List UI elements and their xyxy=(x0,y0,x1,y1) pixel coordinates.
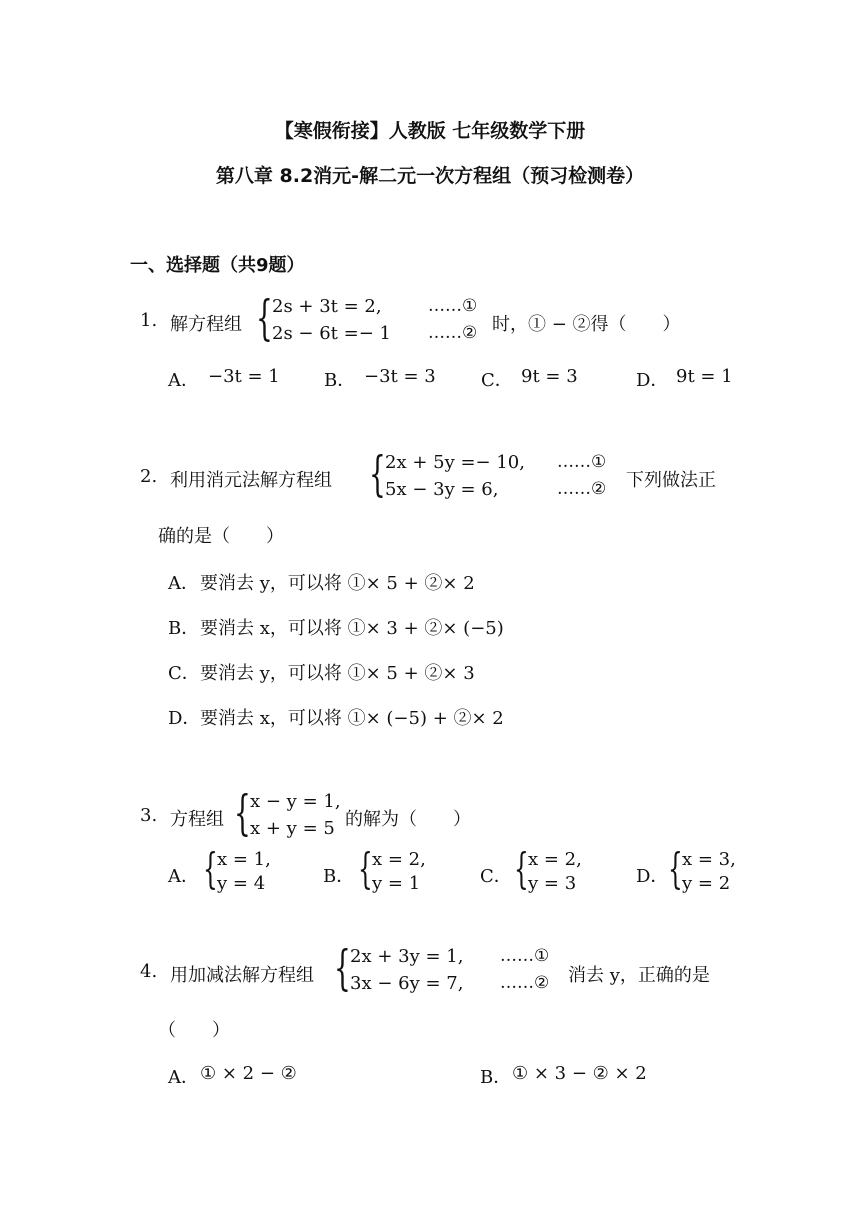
option-a-label: A． xyxy=(168,1067,199,1088)
option-d-system xyxy=(668,844,758,895)
option-d-text: 9t = 1 xyxy=(676,366,733,387)
option-b-text: −3t = 3 xyxy=(364,366,436,387)
equation-system xyxy=(234,785,344,845)
equation-tag-2: ……② xyxy=(428,323,478,343)
option-c-system xyxy=(514,844,604,895)
brace: { xyxy=(203,844,218,893)
option-a-text: −3t = 1 xyxy=(208,366,280,387)
option-a-system xyxy=(203,844,293,895)
question-prefix: 方程组 xyxy=(170,809,224,830)
question-prefix: 解方程组 xyxy=(170,314,242,335)
brace: { xyxy=(668,844,683,893)
option-c-label: C． xyxy=(481,370,513,391)
equation-tag-1: ……① xyxy=(500,946,550,966)
brace: { xyxy=(514,844,529,893)
document-subtitle: 第八章 8.2消元-解二元一次方程组（预习检测卷） xyxy=(215,165,645,187)
option-c-eq1: x = 2, xyxy=(528,849,582,870)
equation-2: 2s − 6t =− 1 xyxy=(272,323,391,344)
option-d-label: D． xyxy=(636,866,669,887)
option-b-eq1: x = 2, xyxy=(372,849,426,870)
option-b-eq2: y = 1 xyxy=(372,873,421,894)
option-c-label: C． xyxy=(480,866,512,887)
option-d-label: D． xyxy=(636,370,669,391)
equation-system xyxy=(369,446,629,506)
option-b-system xyxy=(358,844,448,895)
option-d-text: 要消去 x，可以将 ①× (−5) + ②× 2 xyxy=(200,708,504,729)
equation-tag-2: ……② xyxy=(500,973,550,993)
equation-1: x − y = 1, xyxy=(250,791,341,812)
option-a-eq2: y = 4 xyxy=(217,873,266,894)
option-b-label: B． xyxy=(480,1067,512,1088)
brace: { xyxy=(256,290,273,346)
section-heading: 一、选择题（共9题） xyxy=(130,255,305,276)
option-a-label: A． xyxy=(168,866,199,887)
question-continuation: 确的是（ ） xyxy=(158,526,284,547)
question-prefix: 利用消元法解方程组 xyxy=(170,470,332,491)
option-c-text: 9t = 3 xyxy=(521,366,578,387)
equation-system xyxy=(334,940,574,1000)
option-a-label: A． xyxy=(168,370,199,391)
option-d-eq1: x = 3, xyxy=(682,849,736,870)
question-number: 4. xyxy=(140,961,158,982)
equation-tag-1: ……① xyxy=(557,452,607,472)
option-a-text: 要消去 y，可以将 ①× 5 + ②× 2 xyxy=(200,573,475,594)
brace: { xyxy=(334,940,351,996)
option-b-label: B． xyxy=(323,866,355,887)
option-c-label: C． xyxy=(168,663,200,684)
equation-2: 3x − 6y = 7, xyxy=(350,973,464,994)
option-d-eq2: y = 2 xyxy=(682,873,731,894)
option-d-label: D． xyxy=(168,708,201,729)
equation-tag-1: ……① xyxy=(428,296,478,316)
equation-2: 5x − 3y = 6, xyxy=(385,479,499,500)
brace: { xyxy=(369,446,386,502)
equation-1: 2x + 3y = 1, xyxy=(350,946,464,967)
option-b-label: B． xyxy=(168,618,200,639)
question-continuation: （ ） xyxy=(158,1020,230,1041)
equation-2: x + y = 5 xyxy=(250,818,335,839)
option-c-text: 要消去 y，可以将 ①× 5 + ②× 3 xyxy=(200,663,475,684)
question-suffix: 下列做法正 xyxy=(626,470,716,491)
document-title: 【寒假衔接】人教版 七年级数学下册 xyxy=(274,120,586,142)
option-b-label: B． xyxy=(324,370,356,391)
equation-system xyxy=(256,290,496,350)
option-a-text: ① × 2 − ② xyxy=(200,1063,297,1084)
equation-1: 2s + 3t = 2, xyxy=(272,296,382,317)
question-number: 3. xyxy=(140,805,158,826)
option-c-eq2: y = 3 xyxy=(528,873,577,894)
brace: { xyxy=(358,844,373,893)
option-b-text: 要消去 x，可以将 ①× 3 + ②× (−5) xyxy=(200,618,504,639)
brace: { xyxy=(234,785,251,841)
question-number: 1. xyxy=(140,310,158,331)
question-suffix: 时，① − ②得（ ） xyxy=(492,314,681,335)
option-b-text: ① × 3 − ② × 2 xyxy=(512,1063,647,1084)
option-a-label: A． xyxy=(168,573,199,594)
question-suffix: 消去 y，正确的是 xyxy=(568,965,710,986)
equation-tag-2: ……② xyxy=(557,479,607,499)
equation-1: 2x + 5y =− 10, xyxy=(385,452,525,473)
option-a-eq1: x = 1, xyxy=(217,849,271,870)
question-suffix: 的解为（ ） xyxy=(345,809,471,830)
question-prefix: 用加减法解方程组 xyxy=(170,965,314,986)
question-number: 2. xyxy=(140,466,158,487)
